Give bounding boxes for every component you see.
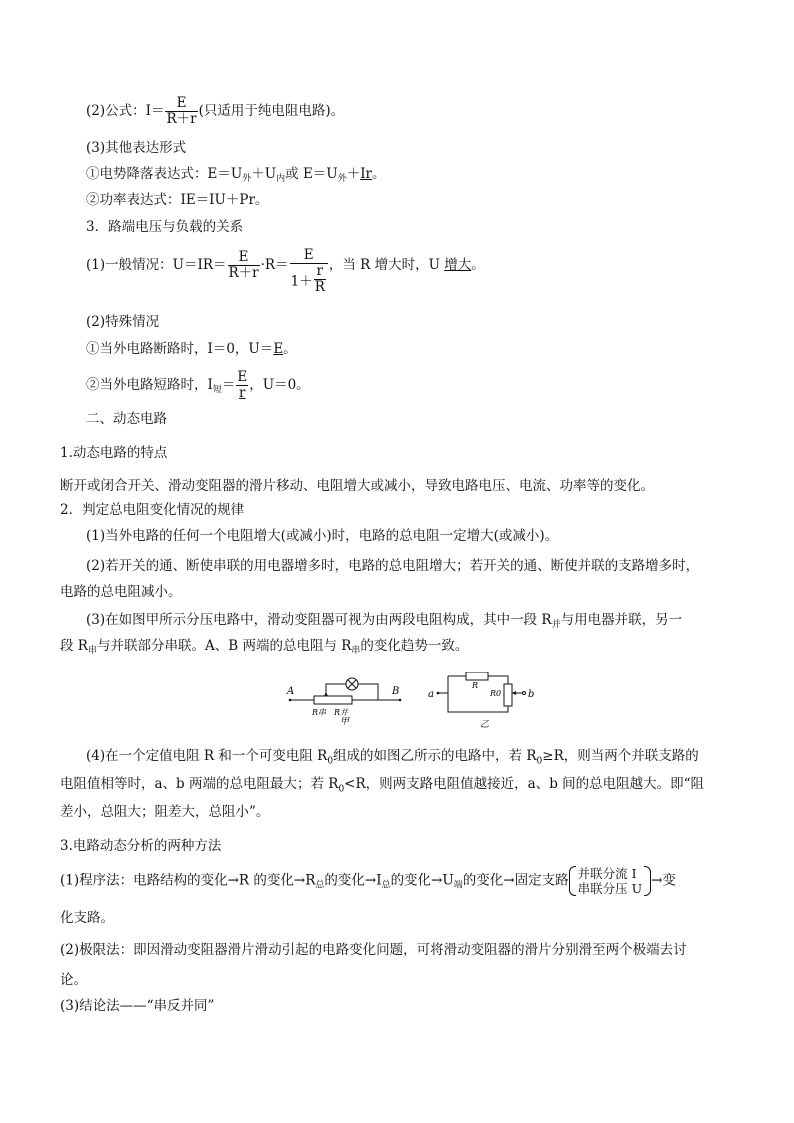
text: 与并联部分串联。A、B 两端的总电阻与 R [96,638,352,654]
denominator: r [239,385,246,401]
case-line [86,343,297,357]
case-line [86,370,310,401]
underlined-answer: E [273,341,284,357]
subscript: 总 [381,880,391,891]
subheading: 1.动态电路的特点 [60,445,168,461]
formula-line [86,96,344,127]
rheostat [314,696,352,704]
subscript: 外 [337,174,347,184]
text: ·R＝ [260,257,289,273]
text: 或 E＝U [285,166,338,182]
section-heading: 二、动态电路 [86,411,167,427]
formula-line [86,248,485,295]
variable-resistor-r0 [504,684,512,706]
text: 的变化→固定支路 [462,872,569,889]
subscript: 总 [315,880,325,891]
brace-line: 并联分流 I [577,866,637,881]
paragraph: 差小，总阻大；阻差大，总阻小”。 [60,804,270,820]
text: 。 [372,166,386,182]
resistor-r [466,672,488,680]
numerator: E [165,96,197,112]
text: ＋ [346,166,361,182]
text: (1)一般情况：U＝IR＝ [86,257,227,273]
circuit-figure-yi [424,672,546,730]
expression-line [86,168,386,184]
fraction [236,370,248,401]
label-jia: 甲 [340,717,350,726]
text: ①当外电路断路时，I＝0，U＝ [86,341,274,357]
denominator [290,264,328,295]
inner-fraction [314,264,326,295]
numerator: E [228,250,260,266]
paragraph [86,614,682,630]
text: ，U＝0。 [249,377,310,393]
subscript: 串 [351,646,361,656]
subscript: 0 [536,756,543,767]
subheading: 3.电路动态分析的两种方法 [60,838,222,854]
paragraph: 断开或闭合开关、滑动变阻器的滑片移动、电阻增大或减小，导致电路电压、电流、功率等的变化。 [60,478,654,494]
section-heading: 3．路端电压与负载的关系 [86,219,244,235]
label-r0: R0 [490,689,502,698]
paragraph: 化支路。 [60,910,114,926]
paragraph: (2)若开关的通、断使串联的用电器增多时，电路的总电阻增大；若开关的通、断使并联的支路增多时， [86,558,700,574]
subheading: (2)特殊情况 [86,314,160,330]
text: (只适用于纯电阻电路)。 [198,103,345,119]
numerator: E [237,369,248,385]
text: →变 [651,872,676,889]
text: ＝ [221,377,236,393]
label-yi: 乙 [480,720,490,730]
expression-line: ②功率表达式：IE＝IU＋Pr。 [86,192,269,208]
subscript: 0 [327,756,334,767]
compound-fraction [290,248,328,295]
text: (1)程序法：电路结构的变化→R 的变化→R [60,872,316,889]
denominator: R [314,279,325,295]
paragraph: (2)极限法：即因滑动变阻器滑片滑动引起的电路变化问题，可将滑动变阻器的滑片分别滑至两个极端去讨 [60,942,687,958]
paragraph: 电路的总电阻减小。 [60,584,182,600]
text: <R，则两支路电阻值越接近，a、b 间的总电阻越大。即“阻 [344,776,705,792]
label-r-parallel: R并 [334,708,349,717]
numerator: E [290,248,328,264]
text: ①电势降落表达式：E＝U [86,166,243,182]
label-r-series: R串 [312,708,327,717]
paragraph: 论。 [60,972,87,988]
brace-line: 串联分压 U [577,881,643,896]
label-a-terminal: A [287,686,295,697]
paragraph [60,640,468,656]
brace-group [569,866,652,896]
subscript: 并 [551,620,561,630]
fraction [228,250,260,281]
text: (4)在一个定值电阻 R 和一个可变电阻 R [86,748,328,764]
circuit-figure-jia [284,672,406,726]
text: 1＋ [290,273,313,290]
paragraph [60,778,704,795]
subscript: 0 [338,784,345,795]
text: 组成的如图乙所示的电路中，若 R [333,748,537,764]
text: 。 [471,257,485,273]
underlined-answer: 增大 [444,257,472,273]
subscript: 短 [212,385,222,395]
paragraph: (3)结论法——“串反并同” [60,998,215,1014]
denominator: R＋r [228,265,259,281]
text: 的变化→I [324,872,382,889]
text: 电阻值相等时，a、b 两端的总电阻最大；若 R [60,776,339,792]
subheading: 2．判定总电阻变化情况的规律 [60,502,245,518]
paragraph [60,866,676,896]
denominator: R＋r [166,111,197,127]
text: (2)公式：I＝ [86,103,165,119]
text: 的变化→U [390,872,454,889]
text: 。 [283,341,297,357]
text: ≥R，则当两个并联支路的 [542,748,699,764]
text: (3)在如图甲所示分压电路中，滑动变阻器可视为由两段电阻构成，其中一段 R [86,612,552,628]
text: ，当 R 增大时，U [328,257,445,273]
label-b-terminal: b [528,689,535,700]
subscript: 端 [453,880,463,891]
text: 与用电器并联，另一 [560,612,683,628]
label-r: R [472,681,479,690]
label-a-terminal: a [428,689,434,700]
subscript: 外 [242,174,252,184]
text: ②当外电路短路时，I [86,377,213,393]
text: 段 R [60,638,88,654]
subheading: (3)其他表达形式 [86,140,187,156]
text: 的变化趋势一致。 [360,638,469,654]
paragraph: (1)当外电路的任何一个电阻增大(或减小)时，电路的总电阻一定增大(或减小)。 [86,528,559,544]
fraction [165,96,197,127]
subscript: 串 [87,646,97,656]
subscript: 内 [276,174,286,184]
underlined-answer: Ir [360,166,372,182]
label-b-terminal: B [392,686,400,697]
numerator: r [314,264,326,280]
paragraph [86,750,699,767]
text: ＋U [251,166,277,182]
